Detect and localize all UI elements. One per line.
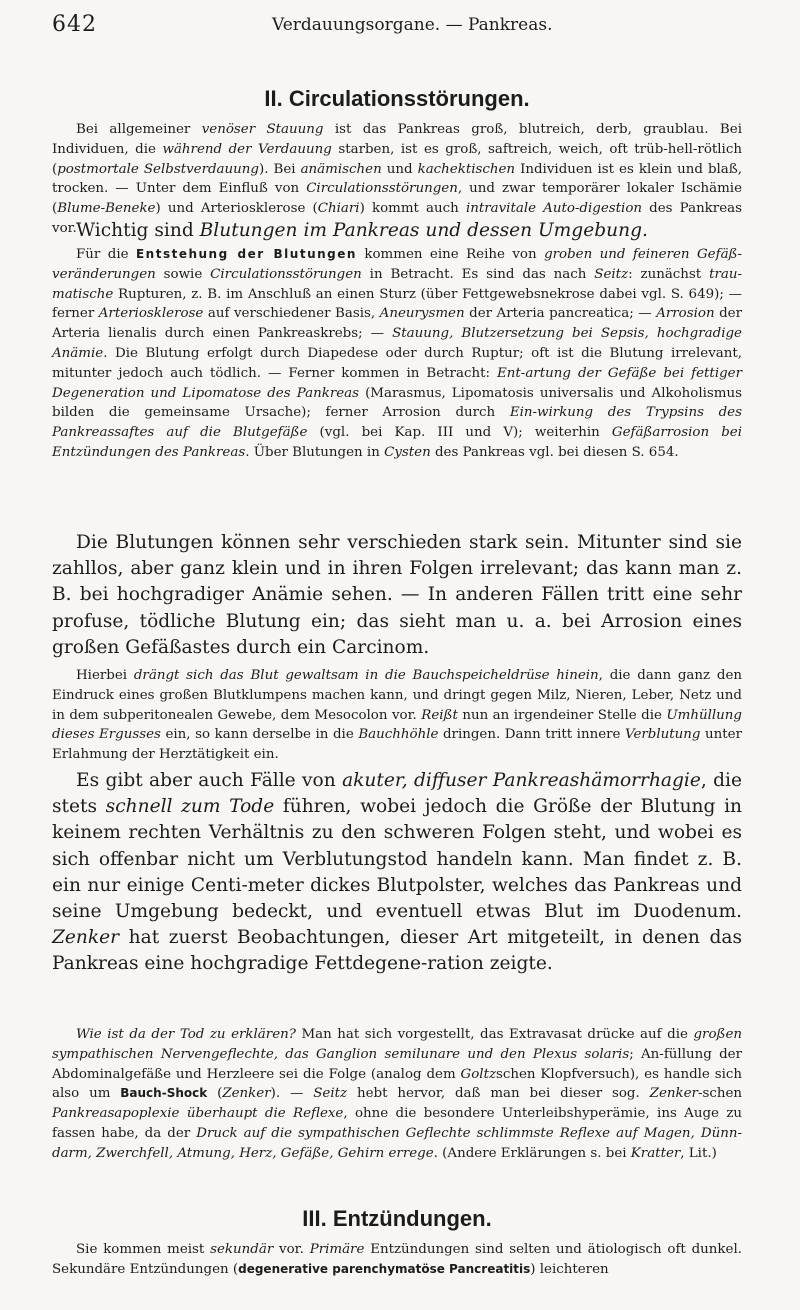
running-head [52, 12, 742, 42]
heading-blutungen: Wichtig sind Blutungen im Pankreas und dessen Umgebung. [76, 220, 648, 241]
paragraph-tod-erklaeren: Wie ist da der Tod zu erklären? Man hat sich vorgestellt, das Extravasat drücke auf die großen sympathischen Nervengeflechte, das Ganglion semilunare und den Plexus solaris; An-füllung der Abdominalgefäße und Herzleere sei die Folge (analog dem Goltzschen Klopfversuch), es handle sich also um Bauch-Shock (Zenker). — Seitz hebt hervor, daß man bei dieser sog. Zenker-schen Pankreasapoplexie überhaupt die Reflexe, ohne die besondere Unterleibshyperämie, ins Auge zu fassen habe, da der Druck auf die sympathischen Geflechte schlimmste Reflexe auf Magen, Dünn-darm, Zwerchfell, Atmung, Herz, Gefäße, Gehirn errege. (Andere Erklärungen s. bei Kratter, Lit.) [52, 1027, 743, 1161]
section-heading-circulation: II. Circulationsstörungen. [264, 86, 530, 111]
paragraph-entzuendungen: Sie kommen meist sekundär vor. Primäre Entzündungen sind selten und ätiologisch oft dunkel. Sekundäre Entzündungen (degenerative parenchymatöse Pancreatitis) leichteren [52, 1242, 743, 1277]
paragraph-blutungen-stark: Die Blutungen können sehr verschieden stark sein. Mitunter sind sie zahllos, aber ganz klein und in ihren Folgen irrelevant; das kann man z. B. bei hochgradiger Anämie sehen. — In anderen Fällen tritt eine sehr profuse, tödliche Blutung ein; das sieht man u. a. bei Arrosion eines großen Gefäßastes durch ein Carcinom. [52, 532, 742, 658]
section-heading-entzuendungen: III. Entzündungen. [302, 1206, 492, 1231]
paragraph-hierbei: Hierbei drängt sich das Blut gewaltsam in die Bauchspeicheldrüse hinein, die dann ganz den Eindruck eines großen Blutklumpens machen kann, und dringt gegen Milz, Nieren, Leber, Netz und in dem subperitonealen Gewebe, dem Mesocolon vor. Reißt nun an irgendeiner Stelle die Umhüllung dieses Ergusses ein, so kann derselbe in die Bauchhöhle dringen. Dann tritt innere Verblutung unter Erlahmung der Herztätigkeit ein. [52, 668, 742, 763]
paragraph-entstehung: Für die Entstehung der Blutungen kommen eine Reihe von groben und feineren Gefäß-veränderungen sowie Circulationsstörungen in Betracht. Es sind das nach Seitz: zunächst trau-matische Rupturen, z. B. im Anschluß an einen Sturz (über Fettgewebsnekrose dabei vgl. S. 649); — ferner Arteriosklerose auf verschiedener Basis, Aneurysmen der Arteria pancreatica; — Arrosion der Arteria lienalis durch einen Pankreaskrebs; — Stauung, Blutzersetzung bei Sepsis, hochgradige Anämie. Die Blutung erfolgt durch Diapedese oder durch Ruptur; oft ist die Blutung irrelevant, mitunter jedoch auch tödlich. — Ferner kommen in Betracht: Ent-artung der Gefäße bei fettiger Degeneration und Lipomatose des Pankreas (Marasmus, Lipomatosis universalis und Alkoholismus bilden die gemeinsame Ursache); ferner Arrosion durch Ein-wirkung des Trypsins des Pankreassaftes auf die Blutgefäße (vgl. bei Kap. III und V); weiterhin Gefäßarrosion bei Entzündungen des Pankreas. Über Blutungen in Cysten des Pankreas vgl. bei diesen S. 654. [52, 247, 743, 460]
page-number: 642 [52, 12, 97, 37]
paragraph-akute-haemorrhagie: Es gibt aber auch Fälle von akuter, diffuser Pankreashämorrhagie, die stets schnell zum Tode führen, wobei jedoch die Größe der Blutung in keinem rechten Verhältnis zu den schweren Folgen steht, und wobei es sich offenbar nicht um Verblutungstod handeln kann. Man findet z. B. ein nur einige Centi-meter dickes Blutpolster, welches das Pankreas und seine Umgebung bedeckt, und eventuell etwas Blut im Duodenum. Zenker hat zuerst Beobachtungen, dieser Art mitgeteilt, in denen das Pankreas eine hochgradige Fettdegene-ration zeigte. [52, 770, 742, 975]
running-title: Verdauungsorgane. — Pankreas. [272, 15, 553, 35]
paragraph-stauung: Bei allgemeiner venöser Stauung ist das Pankreas groß, blutreich, derb, graublau. Bei Individuen, die während der Verdauung starben, ist es groß, saftreich, weich, oft trüb-hell-rötlich (postmortale Selbstverdauung). Bei anämischen und kachektischen Individuen ist es klein und blaß, trocken. — Unter dem Einfluß von Circulationsstörungen, und zwar temporärer lokaler Ischämie (Blume-Beneke) und Arteriosklerose (Chiari) kommt auch intravitale Auto-digestion des Pankreas vor. [52, 122, 743, 236]
